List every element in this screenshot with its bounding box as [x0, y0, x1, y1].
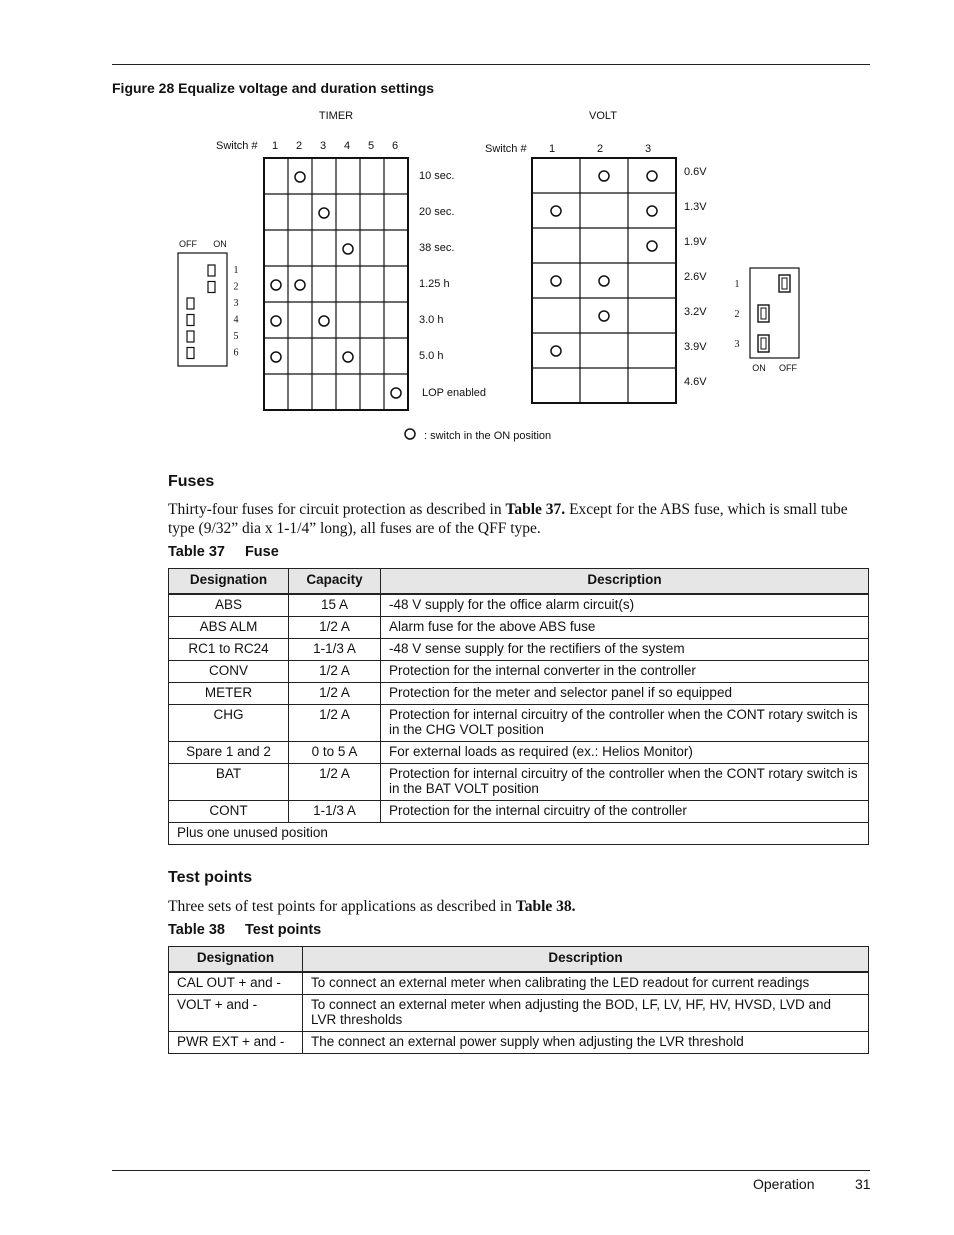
dip-toggle: [187, 348, 194, 359]
fuse-table: [168, 568, 869, 845]
table-cell: ABS ALM: [169, 617, 289, 639]
dip-number: 3: [233, 298, 239, 309]
switch-on-marker: [295, 280, 305, 290]
timer-switch-number: 4: [343, 140, 351, 152]
volt-row-label: 1.3V: [684, 201, 707, 213]
timer-row-label: 38 sec.: [419, 242, 455, 254]
volt-switch-label: Switch #: [485, 143, 527, 155]
table-row: [169, 1032, 869, 1054]
table-row: [169, 995, 869, 1032]
switch-on-marker: [647, 241, 657, 251]
dip-toggle: [208, 265, 215, 276]
table-cell: To connect an external meter when adjusting the BOD, LF, LV, HF, HV, HVSD, LVD and LVR thresholds: [303, 995, 869, 1032]
switch-on-marker: [271, 280, 281, 290]
table-cell: 1/2 A: [289, 683, 381, 705]
dip-on-label: ON: [752, 363, 766, 373]
timer-switch-number: 6: [391, 140, 399, 152]
switch-on-marker: [343, 244, 353, 254]
switch-on-marker: [551, 276, 561, 286]
volt-row-label: 0.6V: [684, 166, 707, 178]
table-row: [169, 972, 869, 995]
switch-on-marker: [295, 172, 305, 182]
volt-row-label: 3.9V: [684, 341, 707, 353]
timer-dip-switch-body: [178, 253, 227, 366]
column-header: Capacity: [289, 569, 381, 595]
table-cell: 1/2 A: [289, 661, 381, 683]
dip-toggle: [187, 315, 194, 326]
dip-number: 3: [734, 339, 740, 350]
table-cell: Protection for internal circuitry of the controller when the CONT rotary switch is in the CHG VOLT position: [381, 705, 869, 742]
table-cell: For external loads as required (ex.: Helios Monitor): [381, 742, 869, 764]
column-header: Description: [381, 569, 869, 595]
table-cell: CONV: [169, 661, 289, 683]
switch-on-marker: [599, 171, 609, 181]
switch-on-marker: [551, 346, 561, 356]
dip-toggle: [208, 282, 215, 293]
fuses-paragraph: Thirty-four fuses for circuit protection as described in Table 37. Except for the ABS fuse, which is small tube type (9/32” dia x 1-1/4” long), all fuses are of the QFF type.: [168, 501, 848, 537]
switch-on-marker: [319, 316, 329, 326]
table-row: [169, 661, 869, 683]
table-row: [169, 742, 869, 764]
table-cell: 1/2 A: [289, 764, 381, 801]
table-cell: To connect an external meter when calibrating the LED readout for current readings: [303, 972, 869, 995]
timer-switch-label: Switch #: [216, 140, 258, 152]
legend-text: : switch in the ON position: [424, 430, 552, 442]
table-cell: Protection for the meter and selector panel if so equipped: [381, 683, 869, 705]
dip-number: 2: [734, 309, 740, 320]
legend-on-marker: [405, 429, 415, 439]
table-cell: 0 to 5 A: [289, 742, 381, 764]
timer-row-label: LOP enabled: [422, 387, 487, 399]
table-cell: ABS: [169, 594, 289, 617]
test-points-table: [168, 946, 869, 1054]
column-header: Description: [303, 947, 869, 973]
switch-on-marker: [271, 316, 281, 326]
table-cell: Protection for internal circuitry of the controller when the CONT rotary switch is in the BAT VOLT position: [381, 764, 869, 801]
switch-on-marker: [343, 352, 353, 362]
table-cell: CONT: [169, 801, 289, 823]
table-row: [169, 764, 869, 801]
switch-on-marker: [551, 206, 561, 216]
dip-number: 1: [233, 265, 239, 276]
volt-row-label: 1.9V: [684, 236, 707, 248]
table-cell: Protection for the internal circuitry of the controller: [381, 801, 869, 823]
switch-on-marker: [647, 171, 657, 181]
dip-number: 1: [734, 279, 740, 290]
timer-row-label: 10 sec.: [419, 170, 455, 182]
volt-row-label: 3.2V: [684, 306, 707, 318]
column-header: Designation: [169, 569, 289, 595]
table-row: [169, 683, 869, 705]
table-38-caption: Table 38 Test points: [168, 922, 322, 938]
table-cell: Alarm fuse for the above ABS fuse: [381, 617, 869, 639]
table-row: [169, 801, 869, 823]
table-37-caption: Table 37 Fuse: [168, 544, 279, 560]
table-row: [169, 705, 869, 742]
figure-caption: Figure 28 Equalize voltage and duration settings: [112, 80, 435, 96]
table-cell: The connect an external power supply when adjusting the LVR threshold: [303, 1032, 869, 1054]
table-row: [169, 617, 869, 639]
bottom-rule: [112, 1170, 870, 1171]
timer-title: TIMER: [318, 110, 354, 122]
table-38-reference: Table 38.: [515, 898, 576, 915]
volt-switch-number: 3: [644, 143, 652, 155]
table-cell: 1-1/3 A: [289, 801, 381, 823]
table-cell: PWR EXT + and -: [169, 1032, 303, 1054]
switch-on-marker: [319, 208, 329, 218]
volt-switch-number: 1: [548, 143, 556, 155]
timer-row-label: 20 sec.: [419, 206, 455, 218]
table-row: [169, 594, 869, 617]
page-number: 31: [855, 1176, 871, 1192]
volt-switch-number: 2: [596, 143, 604, 155]
table-cell: CHG: [169, 705, 289, 742]
table-cell: RC1 to RC24: [169, 639, 289, 661]
table-cell: 15 A: [289, 594, 381, 617]
dip-off-label: OFF: [779, 363, 797, 373]
table-cell: VOLT + and -: [169, 995, 303, 1032]
test-points-heading: Test points: [168, 869, 253, 886]
timer-switch-number: 2: [295, 140, 303, 152]
dip-number: 2: [233, 281, 239, 293]
table-cell: CAL OUT + and -: [169, 972, 303, 995]
table-cell: -48 V supply for the office alarm circuit(s): [381, 594, 869, 617]
fuses-heading: Fuses: [168, 473, 215, 490]
timer-switch-number: 3: [319, 140, 327, 152]
table-cell: -48 V sense supply for the rectifiers of the system: [381, 639, 869, 661]
volt-row-label: 2.6V: [684, 271, 707, 283]
table-cell: Protection for the internal converter in the controller: [381, 661, 869, 683]
timer-switch-number: 5: [367, 140, 375, 152]
timer-switch-number: 1: [271, 140, 279, 152]
timer-row-label: 3.0 h: [419, 314, 444, 326]
volt-row-label: 4.6V: [684, 376, 707, 388]
dip-toggle: [187, 298, 194, 309]
table-cell: 1/2 A: [289, 617, 381, 639]
switch-settings-figure: [0, 0, 954, 460]
dip-number: 5: [233, 331, 239, 342]
table-37-reference: Table 37.: [505, 501, 566, 518]
column-header: Designation: [169, 947, 303, 973]
table-cell: 1/2 A: [289, 705, 381, 742]
footer-section: Operation: [753, 1176, 815, 1192]
dip-toggle: [187, 331, 194, 342]
table-footer-row: [169, 823, 869, 845]
switch-on-marker: [599, 276, 609, 286]
switch-on-marker: [271, 352, 281, 362]
table-cell: 1-1/3 A: [289, 639, 381, 661]
dip-off-label: OFF: [179, 239, 197, 249]
table-cell: BAT: [169, 764, 289, 801]
dip-number: 6: [233, 347, 239, 359]
timer-row-label: 5.0 h: [419, 350, 444, 362]
table-cell: Plus one unused position: [169, 823, 869, 845]
dip-number: 4: [233, 314, 239, 326]
switch-on-marker: [391, 388, 401, 398]
switch-on-marker: [647, 206, 657, 216]
test-points-paragraph: Three sets of test points for applications as described in Table 38.: [168, 898, 576, 915]
switch-on-marker: [599, 311, 609, 321]
timer-row-label: 1.25 h: [419, 278, 450, 290]
dip-on-label: ON: [213, 239, 227, 249]
volt-title: VOLT: [589, 110, 617, 122]
table-cell: Spare 1 and 2: [169, 742, 289, 764]
table-cell: METER: [169, 683, 289, 705]
table-row: [169, 639, 869, 661]
